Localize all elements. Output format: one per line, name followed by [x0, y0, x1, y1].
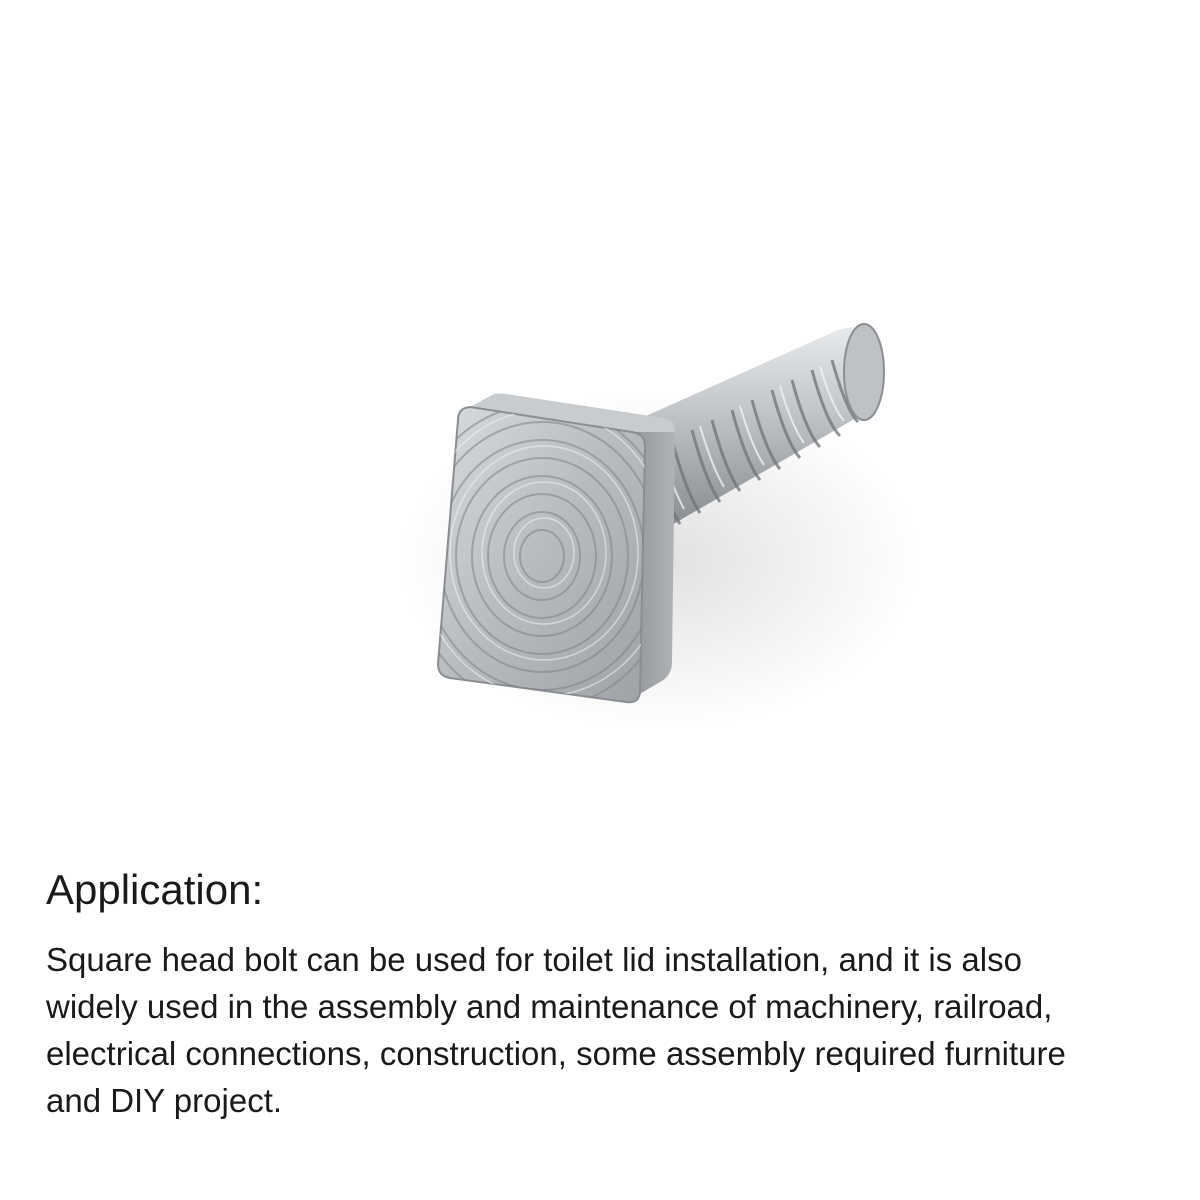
- description-line: and DIY project.: [46, 1082, 283, 1119]
- bolt-square-head: [408, 393, 676, 708]
- description-line: widely used in the assembly and maintenance of machinery, railroad,: [46, 988, 1053, 1025]
- description-line: Square head bolt can be used for toilet lid installation, and it is also: [46, 941, 1022, 978]
- description-line: electrical connections, construction, some assembly required furniture: [46, 1035, 1066, 1072]
- application-heading: Application:: [46, 866, 264, 913]
- application-description: [46, 936, 1166, 1124]
